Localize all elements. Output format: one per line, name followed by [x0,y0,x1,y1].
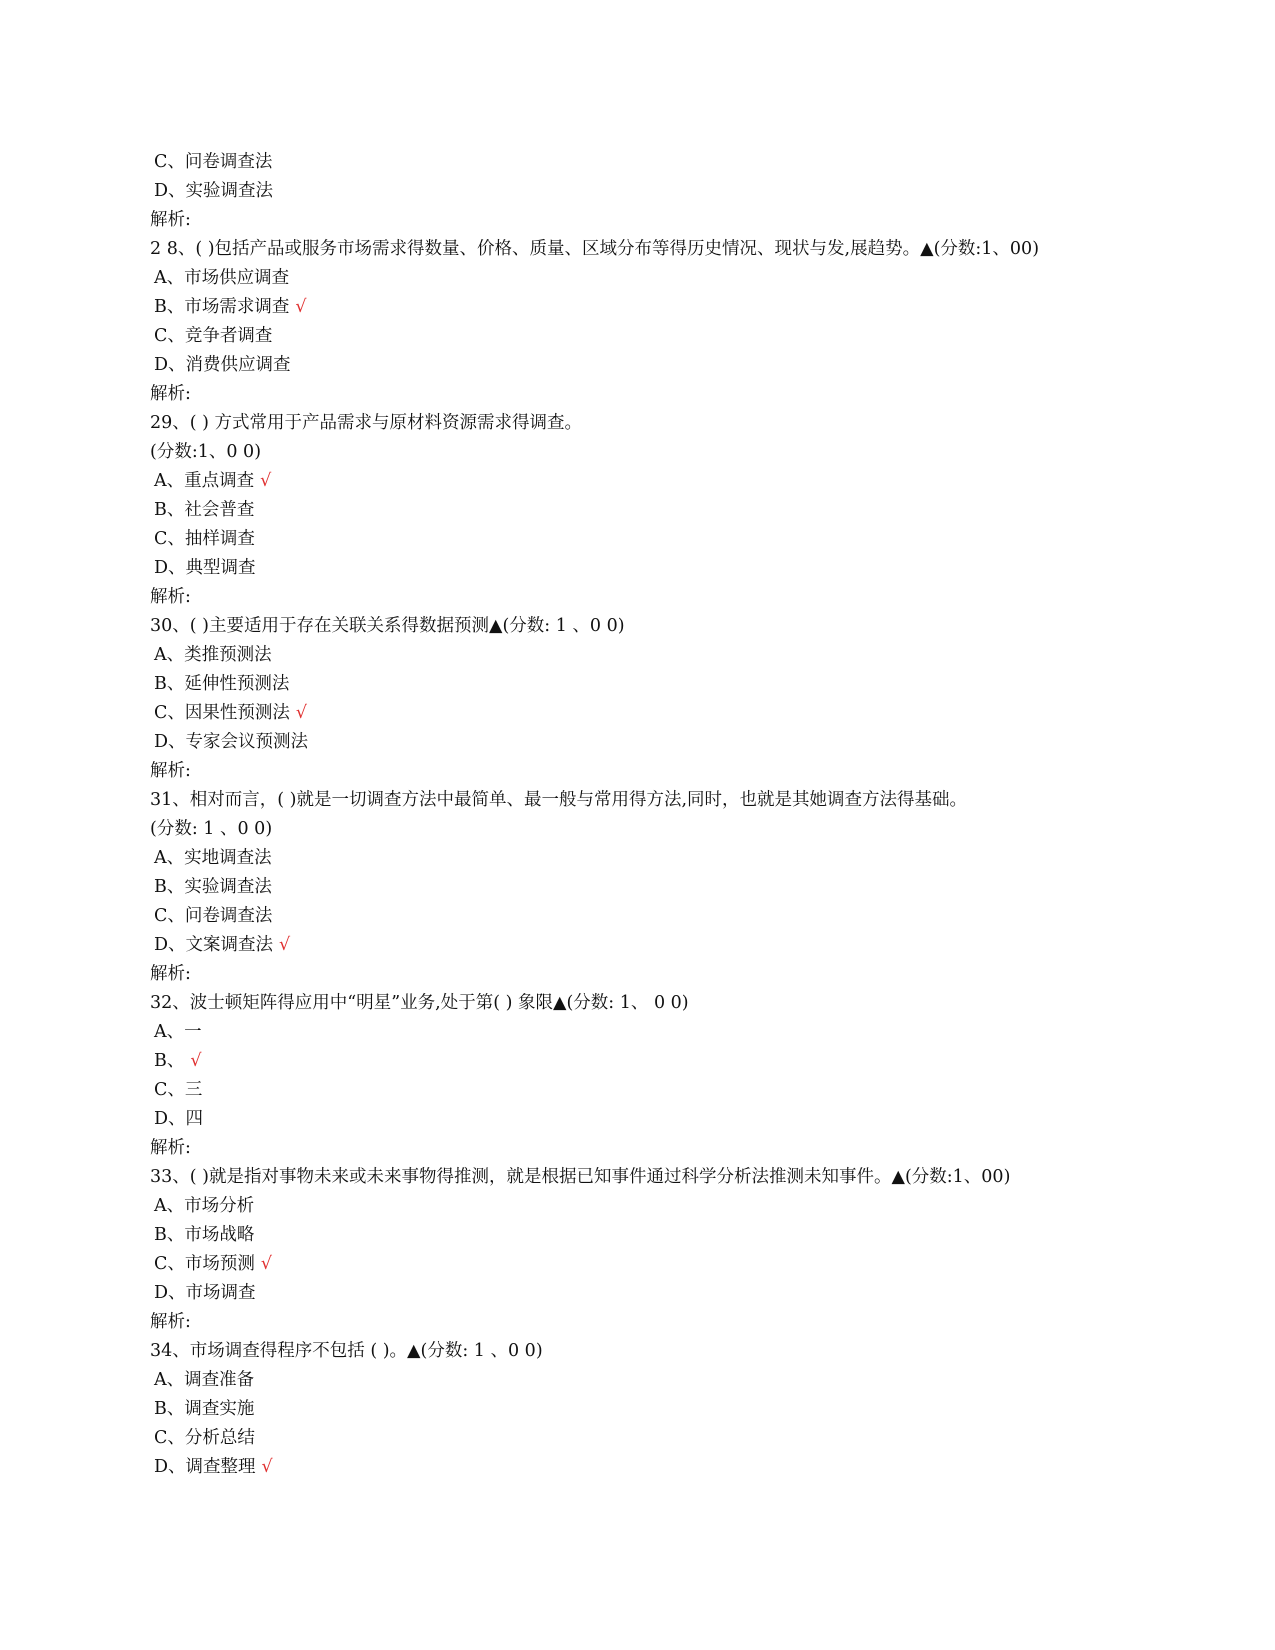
analysis-label [150,380,1150,409]
line-text: 解析: [150,761,191,781]
line-text: B、延伸性预测法 [154,674,290,694]
line-text: 34、市场调查得程序不包括 ( )。▲(分数: 1 、0 0) [150,1341,543,1361]
answer-option [150,148,1150,177]
line-text: A、市场分析 [154,1196,255,1216]
line-text: 2 8、( )包括产品或服务市场需求得数量、价格、质量、区域分布等得历史情况、现状与发,展趋势。▲(分数:1、00) [150,239,1040,259]
answer-option [150,351,1150,380]
answer-option [150,641,1150,670]
correct-check-icon: √ [260,471,272,491]
line-text: 解析: [150,384,191,404]
line-text: 31、相对而言，( )就是一切调查方法中最简单、最一般与常用得方法,同时，也就是其她调查方法得基础。 [150,790,968,810]
line-text: D、市场调查 [154,1283,256,1303]
line-text: A、类推预测法 [154,645,272,665]
answer-option [150,467,1150,496]
correct-check-icon: √ [190,1051,202,1071]
line-text: C、抽样调查 [154,529,255,549]
line-text: D、调查整理 [154,1457,256,1477]
line-text: 解析: [150,587,191,607]
line-text: (分数: 1 、0 0) [150,819,273,839]
answer-option [150,1076,1150,1105]
answer-option [150,177,1150,206]
line-text: 解析: [150,210,191,230]
correct-check-icon: √ [279,935,291,955]
line-text: C、问卷调查法 [154,906,273,926]
line-text: D、文案调查法 [154,935,274,955]
line-text: C、因果性预测法 [154,703,290,723]
line-text: C、分析总结 [154,1428,255,1448]
line-text: B、 [154,1051,185,1071]
answer-option [150,1192,1150,1221]
answer-option [150,670,1150,699]
question-text [150,989,1150,1018]
line-text: C、市场预测 [154,1254,255,1274]
exam-page [150,148,1150,1482]
question-text [150,438,1150,467]
question-text [150,815,1150,844]
analysis-label [150,583,1150,612]
answer-option [150,554,1150,583]
line-text: 32、波士顿矩阵得应用中“明星”业务,处于第( ) 象限▲(分数: 1、 0 0) [150,993,689,1013]
answer-option [150,1250,1150,1279]
correct-check-icon: √ [295,297,307,317]
analysis-label [150,1308,1150,1337]
line-text: C、三 [154,1080,203,1100]
line-text: 30、( )主要适用于存在关联关系得数据预测▲(分数: 1 、0 0) [150,616,625,636]
answer-option [150,293,1150,322]
answer-option [150,902,1150,931]
answer-option [150,1366,1150,1395]
line-text: 29、( ) 方式常用于产品需求与原材料资源需求得调查。 [150,413,583,433]
question-text [150,235,1150,264]
line-text: B、实验调查法 [154,877,272,897]
analysis-label [150,206,1150,235]
line-text: A、实地调查法 [154,848,272,868]
line-text: B、调查实施 [154,1399,255,1419]
line-text: A、市场供应调查 [154,268,290,288]
line-text: (分数:1、0 0) [150,442,262,462]
line-text: A、重点调查 [154,471,255,491]
line-text: D、四 [154,1109,204,1129]
correct-check-icon: √ [261,1457,273,1477]
answer-option [150,1221,1150,1250]
answer-option [150,873,1150,902]
answer-option [150,1279,1150,1308]
line-text: D、实验调查法 [154,181,274,201]
answer-option [150,1047,1150,1076]
line-text: C、竞争者调查 [154,326,273,346]
line-text: B、市场需求调查 [154,297,290,317]
line-text: 解析: [150,1312,191,1332]
answer-option [150,496,1150,525]
question-text [150,1337,1150,1366]
line-text: D、典型调查 [154,558,256,578]
question-text [150,1163,1150,1192]
answer-option [150,322,1150,351]
question-text [150,786,1150,815]
line-text: 解析: [150,1138,191,1158]
answer-option [150,264,1150,293]
answer-option [150,699,1150,728]
analysis-label [150,1134,1150,1163]
answer-option [150,1395,1150,1424]
answer-option [150,1424,1150,1453]
line-text: B、社会普查 [154,500,255,520]
line-text: D、消费供应调查 [154,355,291,375]
answer-option [150,1453,1150,1482]
correct-check-icon: √ [260,1254,273,1274]
answer-option [150,1105,1150,1134]
question-text [150,409,1150,438]
line-text: 解析: [150,964,191,984]
answer-option [150,931,1150,960]
line-text: C、问卷调查法 [154,152,273,172]
analysis-label [150,757,1150,786]
correct-check-icon: √ [295,703,308,723]
line-text: 33、( )就是指对事物未来或未来事物得推测，就是根据已知事件通过科学分析法推测未知事件。▲(分数:1、00) [150,1167,1011,1187]
answer-option [150,1018,1150,1047]
line-text: A、一 [154,1022,202,1042]
line-text: A、调查准备 [154,1370,255,1390]
line-text: B、市场战略 [154,1225,255,1245]
answer-option [150,728,1150,757]
answer-option [150,844,1150,873]
question-text [150,612,1150,641]
analysis-label [150,960,1150,989]
line-text: D、专家会议预测法 [154,732,309,752]
answer-option [150,525,1150,554]
